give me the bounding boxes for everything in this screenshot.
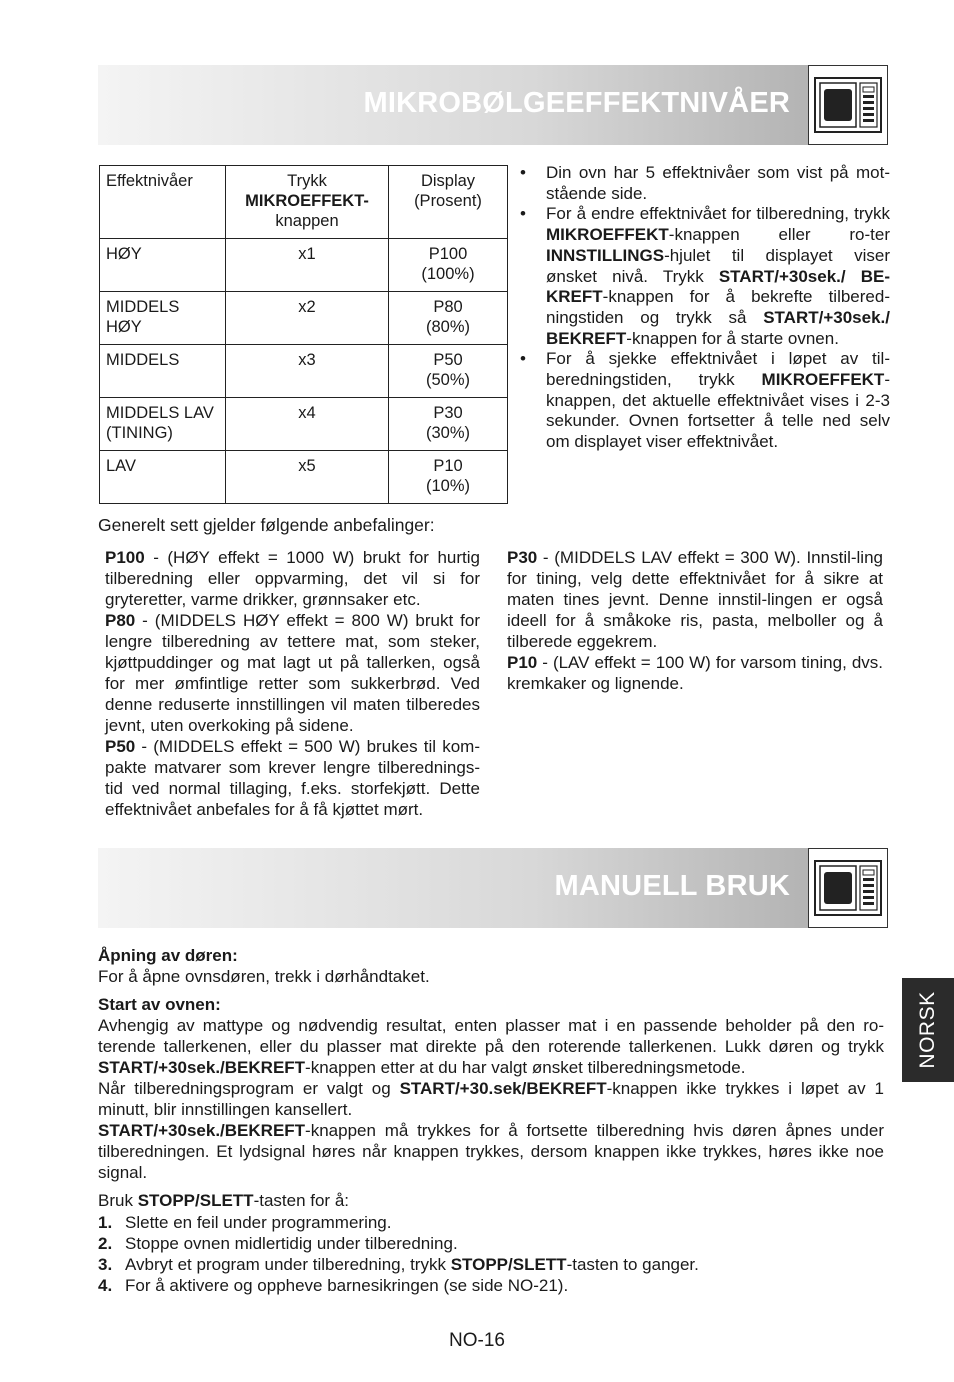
start-heading: Start av ovnen: xyxy=(98,995,221,1014)
recommendations-left xyxy=(105,547,480,820)
rec-p50: P50 - (MIDDELS effekt = 500 W) brukes til kom-pakte matvarer som krever lengre tilberednings-tid ved normal tillaging, f.eks. storfekjøtt. Dette effektnivået anbefales for å få kjøttet mørt. xyxy=(105,737,480,819)
table-row: MIDDELS LAV (TINING) x4 P30 (30%) xyxy=(100,398,508,451)
section-banner-manual-use xyxy=(98,848,888,928)
start-oven-section xyxy=(98,994,884,1183)
rec-p100: P100 - (HØY effekt = 1000 W) brukt for hurtig tilberedning eller oppvarming, det vil si for gryteretter, varme drikker, grønnsaker etc. xyxy=(105,548,480,609)
list-item: 4. For å aktivere og oppheve barnesikringen (se side NO-21). xyxy=(98,1276,569,1295)
section-banner-power-levels xyxy=(98,65,888,145)
section-title: MIKROBØLGEEFFEKTNIVÅER xyxy=(363,87,790,119)
door-heading: Åpning av døren: xyxy=(98,946,238,965)
section-title: MANUELL BRUK xyxy=(554,870,790,902)
list-item: 2. Stoppe ovnen midlertidig under tilberedning. xyxy=(98,1234,458,1253)
door-text: For å åpne ovnsdøren, trekk i dørhåndtaket. xyxy=(98,967,430,986)
table-row: LAV x5 P10 (10%) xyxy=(100,451,508,504)
start-paragraph-2: Når tilberedningsprogram er valgt og START/+30.sek/BEKREFT-knappen ikke trykkes i løpet av 1 minutt, blir innstillingen kansellert. xyxy=(98,1079,884,1119)
general-recommendations-intro: Generelt sett gjelder følgende anbefalinger: xyxy=(98,515,435,535)
start-paragraph-1: Avhengig av mattype og nødvendig resultat, enten plasser mat i en passende beholder på den ro-terende tallerkenen, eller du plasser mat direkte på den roterende tallerkenen. Lukk døren og trykk START/+30sek./BEKREFT-knappen etter at du har valgt ønsket tilberedningsmetode. xyxy=(98,1016,884,1077)
list-item: 1. Slette en feil under programmering. xyxy=(98,1213,392,1232)
language-tab: NORSK xyxy=(902,978,954,1082)
table-header-row xyxy=(100,166,508,239)
power-level-table xyxy=(99,165,508,504)
table-row: MIDDELS x3 P50 (50%) xyxy=(100,345,508,398)
stop-button-steps xyxy=(98,1212,699,1296)
header-press: Trykk MIKROEFFEKT- knappen xyxy=(226,166,389,239)
start-paragraph-3: START/+30sek./BEKREFT-knappen må trykkes for å fortsette tilberedning hvis døren åpnes under tilberedningen. Et lydsignal høres når knappen trykkes, dersom knappen ikke trykkes, høres ikke noe signal. xyxy=(98,1121,884,1182)
rec-p30: P30 - (MIDDELS LAV effekt = 300 W). Innstil-ling for tining, velg dette effektnivået for å sikre at maten tines jevnt. Denne innstil-lingen er også ideell for å småkoke ris, pasta, melboller og å tilberede eggekrem. xyxy=(507,548,883,651)
rec-p10: P10 - (LAV effekt = 100 W) for varsom tining, dvs. kremkaker og lignende. xyxy=(507,653,883,693)
table-row: MIDDELS HØY x2 P80 (80%) xyxy=(100,292,508,345)
table-row: HØY x1 P100 (100%) xyxy=(100,239,508,292)
list-item: • For å sjekke effektnivået i løpet av til-beredningstiden, trykk MIKROEFFEKT-knappen, det aktuelle effektnivået vises i 2-3 sekunder. Ovnen fortsetter å telle ned selv om displayet viser effektnivået. xyxy=(518,349,890,453)
stop-intro: Bruk STOPP/SLETT-tasten for å: xyxy=(98,1191,349,1210)
header-power-level: Effektnivåer xyxy=(100,166,226,239)
power-level-instructions xyxy=(518,163,890,453)
list-item: • Din ovn har 5 effektnivåer som vist på mot-stående side. xyxy=(518,163,890,204)
microwave-icon xyxy=(808,848,888,928)
list-item: • For å endre effektnivået for tilberedning, trykk MIKROEFFEKT-knappen eller ro-ter INNSTILLINGS-hjulet til displayet viser ønsket nivå. Trykk START/+30sek./ BE-KREFT-knappen for å bekrefte tilbered-ningstiden og trykk så START/+30sek./ BEKREFT-knappen for å starte ovnen. xyxy=(518,204,890,349)
door-opening-section xyxy=(98,945,884,987)
list-item: 3. Avbryt et program under tilberedning, trykk STOPP/SLETT-tasten to ganger. xyxy=(98,1255,699,1274)
rec-p80: P80 - (MIDDELS HØY effekt = 800 W) brukt for lengre tilberedning av tettere mat, som steker, kjøttpuddinger og mat lagt ut på tallerken, også for mer ømfintlige retter som sukkerbrød. Ved denne reduserte innstillingen vil maten tilberedes jevnt, uten overkoking på sidene. xyxy=(105,611,480,735)
header-display: Display (Prosent) xyxy=(389,166,508,239)
page-number: NO-16 xyxy=(449,1330,505,1351)
microwave-icon xyxy=(808,65,888,145)
recommendations-right xyxy=(507,547,883,694)
